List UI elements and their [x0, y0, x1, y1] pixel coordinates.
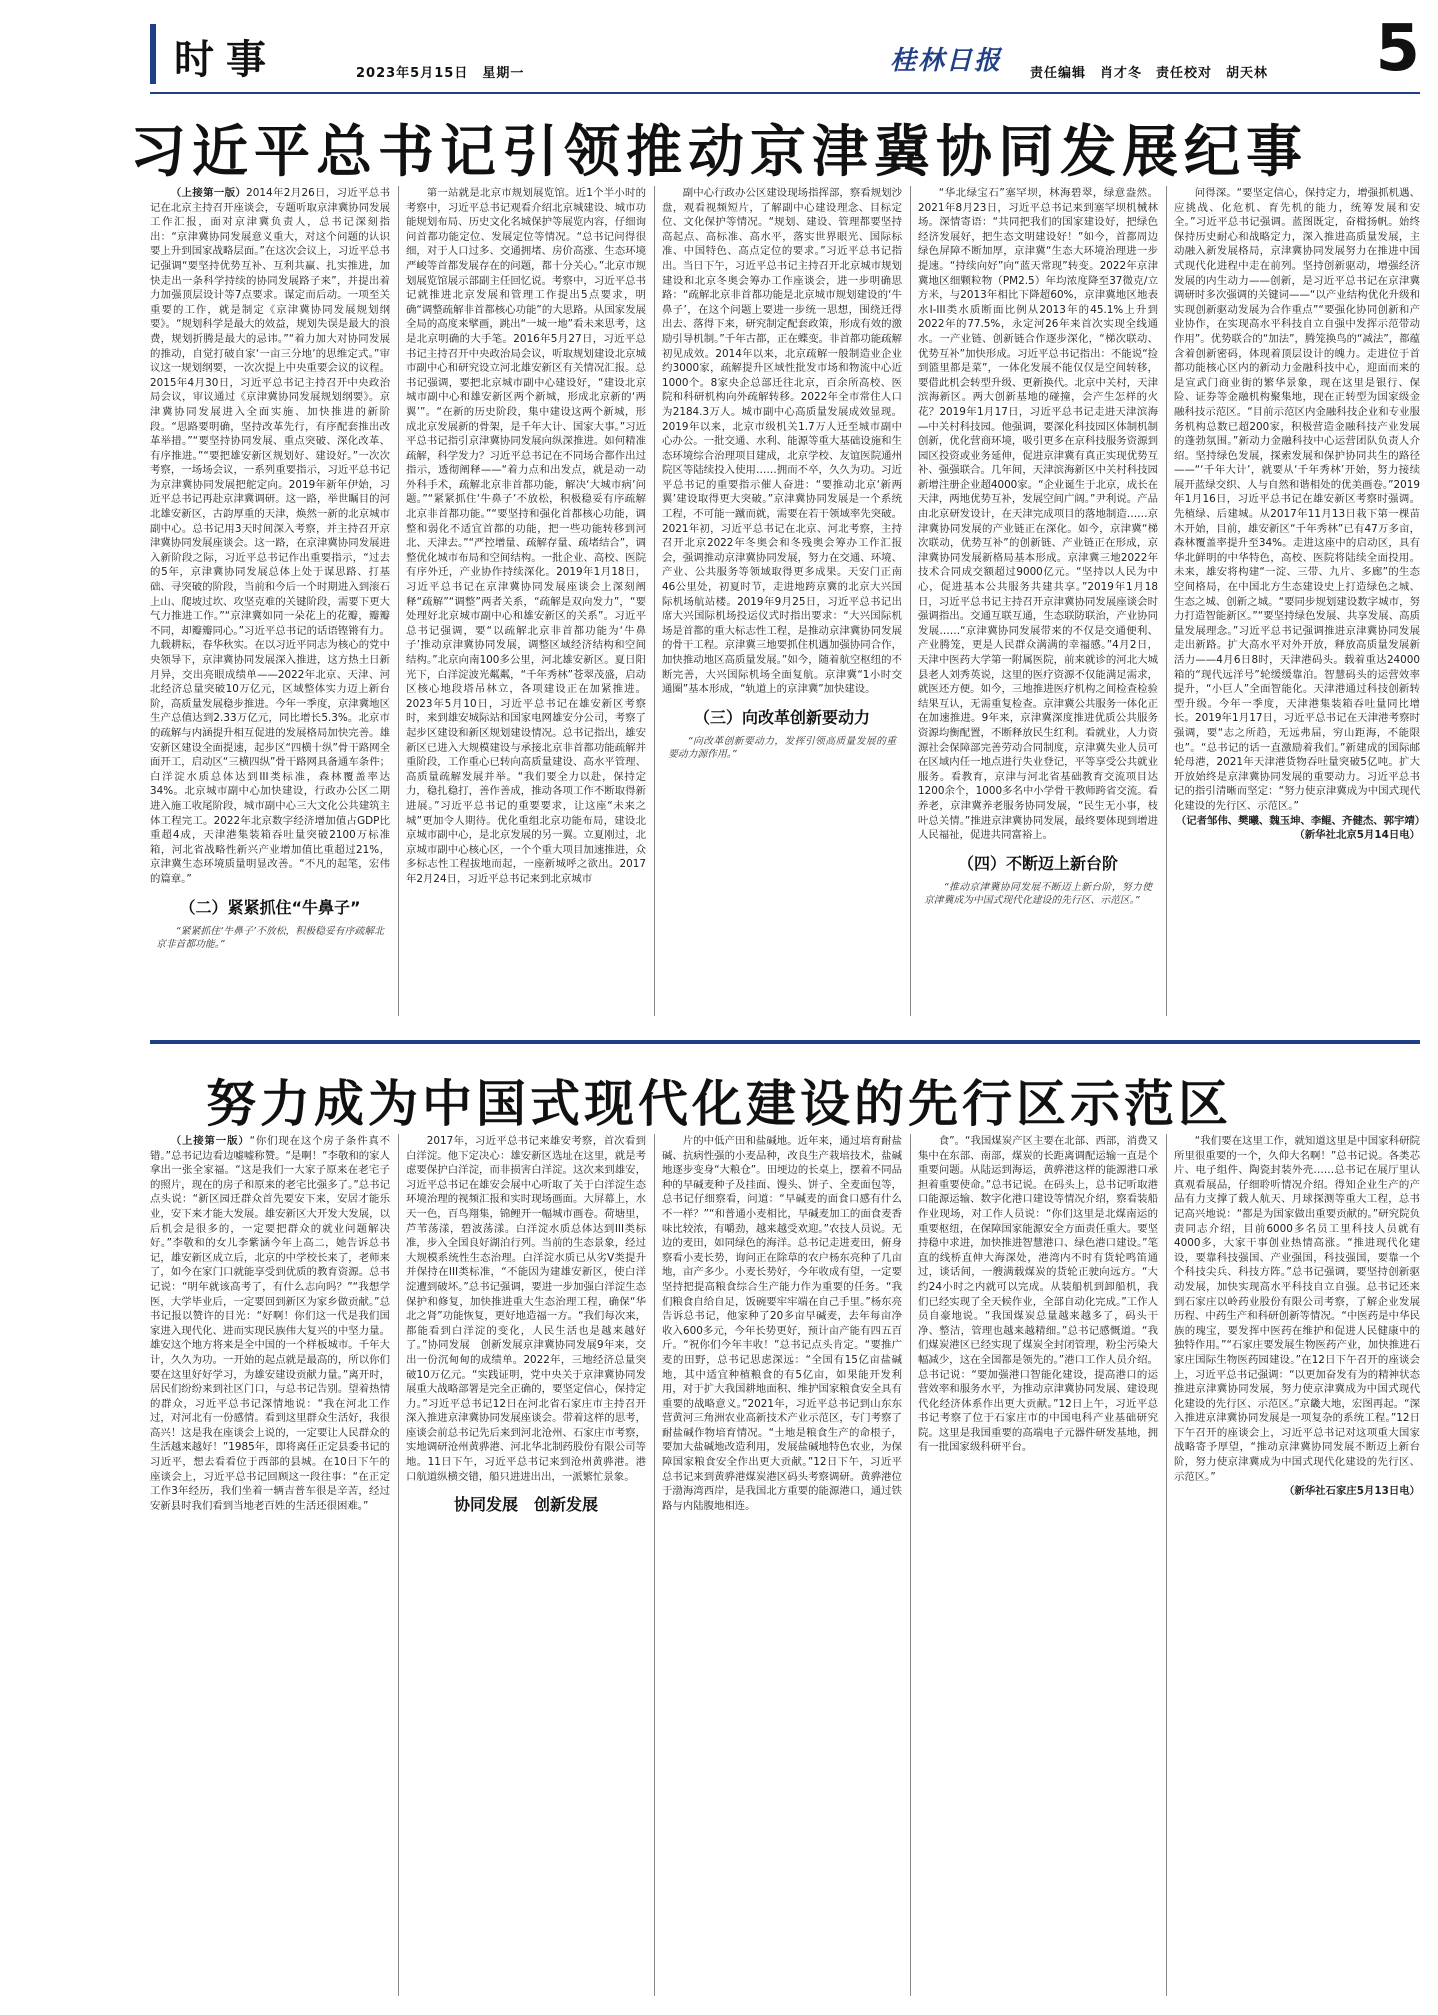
column-divider: [398, 1134, 399, 1996]
article1-column-4: [918, 186, 1158, 1016]
article1-subhead-2: （二）紧紧抓住“牛鼻子”: [179, 897, 361, 917]
article1-credit: （记者邹伟、樊曦、魏玉坤、李鲲、齐健杰、郭宇靖）（新华社北京5月14日电）: [1175, 814, 1420, 842]
article1-col4-text: “华北绿宝石”塞罕坝，林海碧翠，绿意盎然。2021年8月23日，习近平总书记来到塞罕坝机械林场。深情寄语：“共同把我们的国家建设好，把绿色经济发展好，把生态文明建设好！”如今，首都周边绿色屏障不断加厚，京津冀“生态大环境治理进一步提速。“持续向好”向“蓝天常现”转变。2022年京津冀地区细颗粒物（PM2.5）年均浓度降至37微克/立方米，与2013年相比下降超60%，京津冀地区地表水I-III类水质断面比例从2013年的45.1%上升到2022年的77.5%，永定河26年来首次实现全线通水。一产业链、创新链合作逐步深化，“梯次联动、优势互补”加快形成。习近平总书记指出：不能说“捡到篮里都是菜”，一体化发展不能仅仅是空间转移，要借此机会转型升级、更新换代。北京中关村，天津滨海新区。两大创新基地的碰撞，会产生怎样的火花？2019年1月17日，习近平总书记走进天津滨海—中关村科技园。他强调，要深化科技园区体制机制创新，优化营商环境，吸引更多在京科技服务资源到园区投资或业务延伸，促进京津冀有真正实现优势互补、强强联合。几年间，天津滨海新区中关村科技园新增注册企业超4000家。“企业诞生于北京，成长在天津，两地优势互补，发展空间广阔。”尹利说。产品由北京研发设计，在天津完成项目的落地制造……京津冀协同发展的产业链正在深化。如今，京津冀“梯次联动，优势互补”的创新链、产业链正在形成，京津冀协同发展新格局基本形成。京津冀三地2022年技术合同成交额超过9000亿元。“坚持以人民为中心，促进基本公共服务共建共享。”2019年1月18日，习近平总书记主持召开京津冀协同发展座谈会时强调指出。交通互联互通，生态联防联治，产业协同发展……“京津冀协同发展带来的不仅是交通便利、产业腾笼，更是人民群众满满的幸福感。”4月2日，天津中医药大学第一附属医院，前来就诊的河北大城县老人刘秀英说，这里的医疗资源不仅能满足需求，就医还方便。如今，三地推进医疗机构之间检查检验结果互认，无需重复检查。京津冀公共服务一体化正在加速推进。9年来，京津冀深度推进优质公共服务资源均衡配置，不断释放民生红利。看就业，人力资源社会保障部完善劳动合同制度，京津冀失业人员可在区域内任一地点进行失业登记，平等享受公共就业服务。看教育，京津与河北省基础教育交流项目达1200余个，1000多名中小学骨干教师跨省交流。看养老，京津冀养老服务协同发展，“民生无小事，枝叶总关情。”推进京津冀协同发展，最终要体现到增进人民福祉，促进共同富裕上。: [918, 187, 1158, 842]
article1-subhead-3: （三）向改革创新要动力: [693, 707, 870, 727]
column-divider: [654, 186, 655, 1016]
article2-col5-text: “我们要在这里工作，就知道这里是中国家科研院所里很重要的一个，久仰大名啊！”总书记说。各类芯片、电子组件、陶瓷封装外壳……总书记在展厅里认真观看展品，仔细聆听情况介绍。得知企业生产的产品有力支撑了载人航天、月球探测等重大工程，总书记高兴地说：“都是为国家做出重要贡献的。”研究院负责同志介绍，目前6000多名员工里科技人员就有4000多，大家干事创业热情高涨。“推进现代化建设，要靠科技强国、产业强国，科技强国，要靠一个个科技尖兵、科技方阵。”总书记强调，要坚持创新驱动发展，加快实现高水平科技自立自强。总书记还来到石家庄以岭药业股份有限公司考察，了解企业发展历程、中药生产和科研创新等情况。“中医药是中华民族的瑰宝，要发挥中医药在维护和促进人民健康中的独特作用。”“石家庄要发展生物医药产业，加快推进石家庄国际生物医药园建设。”在12日下午召开的座谈会上，习近平总书记强调：“以更加奋发有为的精神状态推进京津冀协同发展，努力使京津冀成为中国式现代化建设的先行区、示范区。”京畿大地，宏图再起。“深入推进京津冀协同发展是一项复杂的系统工程。”12日下午召开的座谈会上，习近平总书记对这项重大国家战略寄予厚望，“推动京津冀协同发展不断迈上新台阶，努力使京津冀成为中国式现代化建设的先行区、示范区。”: [1174, 1135, 1420, 1483]
page-number: 5: [1375, 12, 1420, 86]
article2-lead: （上接第一版）: [170, 1135, 250, 1147]
article1-col3-text: 副中心行政办公区建设现场指挥部，察看规划沙盘，观看视频短片，了解副中心建设理念、目标定位、文化保护等情况。“规划、建设、管理都要坚持高起点、高标准、高水平，落实世界眼光、国际标准、中国特色、高点定位的要求。”习近平总书记指出。当日下午，习近平总书记主持召开北京城市规划建设和北京冬奥会筹办工作座谈会，进一步明确思路：“疏解北京非首都功能是北京城市规划建设的‘牛鼻子’，在这个问题上要进一步统一思想，围绕迁得出去、落得下来，研究制定配套政策，形成有效的激励引导机制。”千年古都，正在蝶变。非首都功能疏解初见成效。2014年以来，北京疏解一般制造业企业约3000家，疏解提升区域性批发市场和物流中心近1000个。8家央企总部迁往北京，百余所高校、医院和科研机构向外疏解转移。2022年全市常住人口为2184.3万人。城市副中心高质量发展成效显现。2019年以来，北京市级机关1.7万人迁至城市副中心办公。一批交通、水利、能源等重大基础设施和生态环境综合治理项目建成，北京学校、友谊医院通州院区等陆续投入使用……拥而不卒，久久为功。习近平总书记的重要指示催人奋进：“要推动北京‘新两翼’建设取得更大突破。”京津冀协同发展是一个系统工程，不可能一蹴而就，需要在若干领域率先突破。2021年初，习近平总书记在北京、河北考察，主持召开北京2022年冬奥会和冬残奥会筹办工作汇报会，强调推动京津冀协同发展，努力在交通、环境、产业、公共服务等领域取得更多成果。天安门正南46公里处，初夏时节，走进地跨京冀的北京大兴国际机场航站楼。2019年9月25日，习近平总书记出席大兴国际机场投运仪式时指出要求：“大兴国际机场是首都的重大标志性工程，是推动京津冀协同发展的骨干工程。京津冀三地要抓住机遇加强协同合作，加快推动地区高质量发展。”如今，随着航空枢纽的不断完善，大兴国际机场全面复航。京津冀“1小时交通圈”基本形成，“轨道上的京津冀”加快建设。: [662, 187, 902, 696]
editor-credits: [1030, 62, 1282, 81]
column-divider: [1166, 1134, 1167, 1996]
column-divider: [398, 186, 399, 1016]
proof-label: 责任校对: [1156, 66, 1213, 81]
section-name: 时事: [174, 36, 278, 83]
article1-col5-text: 问得深。“要坚定信心，保持定力，增强抓机遇、应挑战、化危机、育先机的能力，统筹发展和安全。”习近平总书记强调。蓝图既定，奋楫扬帆。始终保持历史耐心和战略定力，深入推进高质量发展，主动融入新发展格局，京津冀协同发展努力在推进中国式现代化进程中走在前列。坚持创新驱动，增强经济发展的内生动力——创新，是习近平总书记在京津冀调研时多次强调的关键词——“以产业结构优化升级和实现创新驱动发展为合作重点”“要强化协同创新和产业协作，在实现高水平科技自立自强中发挥示范带动作用”。优势联合的“加法”，腾笼换鸟的“减法”，都蕴含着创新密码，体现着顶层设计的魄力。走进位于首都功能核心区内的新动力金融科技中心，迎面而来的是宣武门商业街的繁华景象，现在这里是银行、保险、证券等金融机构聚集地，现在正转型为国家级金融科技示范区。“目前示范区内金融科技企业和专业服务机构总数已超200家，积极营造金融科技产业发展的蓬勃氛围。”新动力金融科技中心运营团队负责人介绍。坚持绿色发展，探索发展和保护协同共生的路径——“‘千年大计’，就要从‘千年秀林’开始，努力接续展开蓝绿交织、人与自然和谐相处的优美画卷。”2019年1月16日，习近平总书记在雄安新区考察时强调。先植绿、后建城。从2017年11月13日栽下第一棵苗木开始，目前，雄安新区“千年秀林”已有47万多亩，森林覆盖率提升至34%。走进这座中的启动区，具有华北鲜明的中华特色，高校、医院将陆续全面投用。未来，雄安将构建“一淀、三带、九片、多廊”的生态空间格局，在中国北方生态建设史上打造绿色之城、生态之城、创新之城。“要同步规划建设数字城市，努力打造智能新区。”“要坚持绿色发展、共享发展、高质量发展理念。”习近平总书记强调推进京津冀协同发展走出新路。扩大高水平对外开放，释放高质量发展新活力——4月6日8时，天津港码头。载着重达24000箱的“现代远洋号”轮缓缓靠泊。智慧码头的运营效率提升，“小巨人”全面智能化。天津港通过科技创新转型升级。今年一季度，天津港集装箱吞吐量同比增长。2019年1月17日，习近平总书记在天津港考察时强调，要“志之所趋，无远弗届，穷山距海，不能限也”。“总书记的话一直激励着我们。”新建成的国际邮轮母港，2021年天津港货物吞吐量突破5亿吨。扩大开放始终是京津冀协同发展的重要动力。习近平总书记的指引清晰而坚定：“努力使京津冀成为中国式现代化建设的先行区、示范区。”: [1174, 187, 1420, 812]
article1-column-3: [662, 186, 902, 1016]
article1-quote-3: “向改革创新要动力，发挥引领高质量发展的重要动力源作用。”: [668, 735, 896, 761]
article2-col4-text: 食”。“我国煤炭产区主要在北部、西部，消费又集中在东部、南部，煤炭的长距离调配运输一直是个重要问题。从陆运到海运，黄骅港这样的能源港口承担着重要使命。”总书记说。在码头上，总书记听取港口能源运输、数字化港口建设等情况介绍，察看装船作业现场，对工作人员说：“你们这里是北煤南运的重要枢纽，在保障国家能源安全方面责任重大。要坚持稳中求进，加快推进智慧港口、绿色港口建设。”笔直的线桥直伸大海深处，港湾内不时有货轮鸣笛通过，谈话间，一艘满载煤炭的货轮正驶向远方。“大约24小时之内就可以完成。从装船机到卸船机，我们已经实现了全天候作业，全部自动化完成。”工作人员自豪地说。“我国煤炭总量越来越多了，码头干净、整洁，管理也越来越精细。”总书记感慨道。“我们煤炭港区已经实现了煤炭全封闭管理，粉尘污染大幅减少，这在全国都是领先的。”港口工作人员介绍。总书记说：“要加强港口智能化建设，提高港口的运营效率和服务水平，为推动京津冀协同发展、建设现代化经济体系作出更大贡献。”12日上午，习近平总书记考察了位于石家庄市的中国电科产业基础研究院。这里是我国重要的高端电子元器件研发基地，拥有一批国家级科研平台。: [918, 1135, 1158, 1454]
issue-date: 2023年5月15日 星期一: [356, 66, 525, 81]
editor-label: 责任编辑: [1030, 66, 1087, 81]
article1-col1-text: 2014年2月26日，习近平总书记在北京主持召开座谈会，专题听取京津冀协同发展工作汇报，面对京津冀负责人，总书记深刻指出：“京津冀协同发展意义重大，对这个问题的认识要上升到国家战略层面。”在这次会议上，习近平总书记强调“要坚持优势互补、互利共赢、扎实推进，加快走出一条科学持续的协同发展路子来”，并提出着力加强顶层设计等7点要求。谋定而后动。一项至关重要的工作，就是制定《京津冀协同发展规划纲要》。“规划科学是最大的效益，规划失误是最大的浪费，规划折腾是最大的忌讳。”“着力加大对协同发展的推动，自觉打破自家‘一亩三分地’的思维定式。”审议这一规划纲要，一次次提上中央重要会议的议程。2015年4月30日，习近平总书记主持召开中央政治局会议，审议通过《京津冀协同发展规划纲要》。京津冀协同发展进入全面实施、加快推进的新阶段。“思路要明确，坚持改革先行，有序配套推出改革举措。”“要坚持协同发展、重点突破、深化改革、有序推进。”“要把雄安新区规划好、建设好。”一次次考察，一场场会议，一系列重要指示，习近平总书记为京津冀协同发展把舵定向。2019年新年伊始，习近平总书记再赴京津冀调研。这一路，举世瞩目的河北雄安新区，古韵厚重的天津，焕然一新的北京城市副中心。总书记用3天时间深入考察，并主持召开京津冀协同发展座谈会。这一路，在京津冀协同发展进入新阶段之际，习近平总书记作出重要指示，“过去的5年，京津冀协同发展总体上处于谋思路、打基础、寻突破的阶段，当前和今后一个时期进入到滚石上山、爬坡过坎、攻坚克难的关键阶段，需要下更大气力推进工作。”“京津冀如同一朵花上的花瓣，瓣瓣不同，却瓣瓣同心。”习近平总书记的话语铿锵有力。九载耕耘，春华秋实。在以习近平同志为核心的党中央领导下，京津冀协同发展深入推进，这方热土日新月异，交出亮眼成绩单——2022年北京、天津、河北经济总量突破10万亿元，区域整体实力迈上新台阶，高质量发展稳步推进。今年一季度，京津冀地区生产总值达到2.33万亿元，同比增长5.3%。北京市的疏解与内涵提升相互促进的发展格局加快完善。雄安新区建设全面提速，起步区“四横十纵”骨干路网全面开工，启动区“三横四纵”骨干路网具备通车条件；白洋淀水质总体达到III类标准，森林覆盖率达34%。北京城市副中心加快建设，行政办公区二期进入施工收尾阶段，城市副中心三大文化公共建筑主体工程完工。2022年北京数字经济增加值占GDP比重超4成，天津港集装箱吞吐量突破2100万标准箱，河北省战略性新兴产业增加值比重超过21%，京津冀生态环境质量明显改善。“不凡的起笔，宏伟的篇章。”: [150, 187, 390, 885]
article1-column-1: [150, 186, 390, 1016]
article2-col3-text: 片的中低产田和盐碱地。近年来，通过培育耐盐碱、抗病性强的小麦品种，改良生产栽培技术，盐碱地逐步变身“大粮仓”。田埂边的长桌上，摆着不同品种的早碱麦种子及挂面、馒头、饼子、全麦面包等，总书记仔细察看，问道：“早碱麦的面食口感有什么不一样？”“和普通小麦相比，早碱麦加工的面食麦香味比较浓，有嚼劲，越来越受欢迎。”农技人员说。无边的麦田，如同绿色的海洋。总书记走进麦田，俯身察看小麦长势，询问正在除草的农户杨东亮种了几亩地，亩产多少。小麦长势好，今年收成有望，一定要坚持把提高粮食综合生产能力作为重要的任务。“我们粮食自给自足，饭碗要牢牢端在自己手里。”杨东亮告诉总书记，他家种了20多亩早碱麦，去年每亩净收入600多元，今年长势更好，预计亩产能有四五百斤。“祝你们今年丰收！”总书记点头肯定。“要推广麦的田野，总书记思虑深远：“全国有15亿亩盐碱地，其中适宜种植粮食的有5亿亩，如果能开发利用，对于扩大我国耕地面积、维护国家粮食安全具有重要的战略意义。”2021年，习近平总书记到山东东营黄河三角洲农业高新技术产业示范区，专门考察了耐盐碱作物培育情况。“土地是粮食生产的命根子，要加大盐碱地改造利用，发展盐碱地特色农业，为保障国家粮食安全作出更大贡献。”12日下午，习近平总书记来到黄骅港煤炭港区码头考察调研。黄骅港位于渤海湾西岸，是我国北方重要的能源港口，通过铁路与内陆腹地相连。: [662, 1135, 902, 1512]
article2-column-3: [662, 1134, 902, 1996]
article1-column-5: [1174, 186, 1420, 1016]
article2-col1-text: “你们现在这个房子条件真不错。”总书记边看边嘘嘘称赞。“是啊！”李敬和的家人拿出一张全家福。“这是我们一大家子原来在老宅子的照片，现在的房子和原来的老宅比强多了。”总书记点头说：“新区园迁群众首先要安下来，安居才能乐业，安下来才能大发展。雄安新区大开发大发展，以后机会是很多的，一定要把群众的就业问题解决好。”李敬和的女儿李紫涵今年上高二，她告诉总书记，雄安新区成立后，北京的中学校长来了，老师来了，如今在家门口就能享受到优质的教育资源。总书记说：“明年就该高考了，有什么志向吗？”“我想学医，大学毕业后，一定要回到新区为家乡做贡献。”总书记报以赞许的目光：“好啊！你们这一代是我们国家进入现代化、进而实现民族伟大复兴的中坚力量。雄安这个地方将来是全中国的一个样板城市。千年大计，久久为功。一开始的起点就是最高的，所以你们要在这里好好学习，为雄安建设贡献力量。”离开时，居民们纷纷来到社区门口，与总书记告别。望着热情的群众，习近平总书记深情地说：“我在河北工作过，对河北有一份感情。看到这里群众生活好，我很高兴！这是我在座谈会上说的，一定要让人民群众的生活越来越好！”1985年，即将离任正定县委书记的习近平，想去看看位于西部的县城。在10日下午的座谈会上，习近平总书记回顾这一段往事：“在正定工作3年经历，我们坐着一辆吉普车很是辛苦，经过安新县时我们看到当地老百姓的生活还很困难。”: [150, 1135, 390, 1512]
article1-column-2: [406, 186, 646, 1016]
column-divider: [654, 1134, 655, 1996]
article2-col2-text: 2017年，习近平总书记来雄安考察，首次看到白洋淀。他下定决心：雄安新区选址在这里，就是考虑要保护白洋淀，而非损害白洋淀。这次来到雄安，习近平总书记在雄安会展中心听取了关于白洋淀生态环境治理的视频汇报和实时现场画面。大屏幕上，水天一色，百鸟翔集，锦鲤开一幅城市画卷。荷塘里，芦苇荡漾，碧波荡漾。白洋淀水质总体达到III类标准，步入全国良好湖泊行列。当前的生态景象，经过大规模系统性生态治理。白洋淀水质已从劣V类提升并保持在III类标准，“不能因为建雄安新区，使白洋淀遭到破坏。”总书记强调，要进一步加强白洋淀生态保护和修复，加快推进重大生态治理工程，确保“华北之肾”功能恢复，更好地造福一方。“我们每次来，都能看到白洋淀的变化，人民生活也是越来越好了。”协同发展 创新发展京津冀协同发展9年来，交出一份沉甸甸的成绩单。2022年，三地经济总量突破10万亿元。“实践证明，党中央关于京津冀协同发展重大战略部署是完全正确的，要坚定信心，保持定力。”习近平总书记12日在河北省石家庄市主持召开深入推进京津冀协同发展座谈会。带着这样的思考，座谈会前总书记先后来到河北沧州、石家庄市考察，实地调研沧州黄骅港、河北华北制药股份有限公司等地。11日下午，习近平总书记来到沧州黄骅港。港口航道纵横交错，船只进进出出，一派繁忙景象。: [406, 1135, 646, 1483]
article2-column-5: [1174, 1134, 1420, 1996]
article2-column-1: [150, 1134, 390, 1996]
article2-credit: （新华社石家庄5月13日电）: [1284, 1485, 1420, 1498]
article-divider-band: [150, 1040, 1420, 1044]
section-block: [150, 24, 330, 84]
article2-subhead: 协同发展 创新发展: [453, 1495, 598, 1515]
article2-column-2: [406, 1134, 646, 1996]
article2-headline: 努力成为中国式现代化建设的先行区示范区: [206, 1074, 1232, 1133]
article2-column-4: [918, 1134, 1158, 1996]
masthead: [150, 14, 1420, 92]
article1-col2-text: 第一站就是北京市规划展览馆。近1个半小时的考察中，习近平总书记观看介绍北京城建设、城市功能规划布局、历史文化名城保护等展览内容，仔细询问首都功能定位、发展定位等情况。“总书记问得很细，对于人口过多、交通拥堵、房价高涨、生态环境严峻等首都发展存在的问题，都十分关心。”北京市规划展览馆展示部副主任回忆说。考察中，习近平总书记就推进北京发展和管理工作提出5点要求，明确“调整疏解非首都核心功能”的大思路。从国家发展全局的高度来擘画，跳出“一城一地”看未来思考，这是北京明确的大手笔。2016年5月27日，习近平总书记主持召开中央政治局会议，听取规划建设北京城市副中心和研究设立河北雄安新区有关情况汇报。总书记强调，要把北京城市副中心建设好，“建设北京城市副中心和雄安新区两个新城，形成北京新的‘两翼’”。“在新的历史阶段，集中建设这两个新城，形成北京发展新的骨架，是千年大计、国家大事。”习近平总书记指引京津冀协同发展向纵深推进。如何精准疏解，科学发力？习近平总书记在不同场合都作出过指示，透彻阐释——“着力点和出发点，就是动一动外科手术，疏解北京非首都功能，解决‘大城市病’问题。”“紧紧抓住‘牛鼻子’不放松，积极稳妥有序疏解北京非首都功能。”“要坚持和强化首都核心功能，调整和弱化不适宜首都的功能，把一些功能转移到河北、天津去。”“严控增量、疏解存量、疏堵结合”，调整优化城市布局和空间结构。一批企业、高校、医院有序外迁，产业协作持续深化。2019年1月18日，习近平总书记在京津冀协同发展座谈会上深刻阐释“疏解”“调整”两者关系，“疏解是双向发力”，“要处理好北京城市副中心和雄安新区的关系”。习近平总书记强调，要“以疏解北京非首都功能为‘牛鼻子’推动京津冀协同发展，调整区域经济结构和空间结构。”北京向南100多公里，河北雄安新区。夏日阳光下，白洋淀波光粼粼，“千年秀林”苍翠茂盛，启动区核心地段塔吊林立，各项建设正在加紧推进。2023年5月10日，习近平总书记在雄安新区考察时，来到雄安城际站和国家电网雄安分公司，考察了起步区建设和新区规划建设情况。总书记指出，雄安新区已进入大规模建设与承接北京非首都功能疏解并重阶段，工作重心已转向高质量建设、高水平管理、高质量疏解发展并举。“我们要全力以赴，保持定力，稳扎稳打，善作善成，推动各项工作不断取得新进展。”习近平总书记的重要要求，让这座“未来之城”更加令人期待。优化重组北京功能布局，建设北京城市副中心，是北京发展的另一翼。立夏刚过，北京城市副中心核心区，一个个重大项目加速推进，众多标志性工程拔地而起，一座新城呼之欲出。2017年2月24日，习近平总书记来到北京城市: [406, 187, 646, 885]
section-bar: [150, 24, 156, 84]
column-divider: [1166, 186, 1167, 1016]
article1-headline: 习近平总书记引领推动京津冀协同发展纪事: [130, 119, 1308, 185]
article1-lead: （上接第一版）: [170, 187, 247, 199]
article1-subhead-4: （四）不断迈上新台阶: [957, 853, 1118, 873]
editor-name: 肖才冬: [1100, 66, 1143, 81]
column-divider: [910, 1134, 911, 1996]
masthead-rule: [150, 92, 1420, 94]
article1-quote-4: “推动京津冀协同发展不断迈上新台阶，努力使京津冀成为中国式现代化建设的先行区、示范区。”: [924, 881, 1152, 907]
article1-quote-2: “紧紧抓住‘牛鼻子’不放松，积极稳妥有序疏解北京非首都功能。”: [156, 925, 384, 950]
newspaper-logo: 桂林日报: [890, 46, 1003, 76]
proof-name: 胡天林: [1226, 66, 1269, 81]
column-divider: [910, 186, 911, 1016]
